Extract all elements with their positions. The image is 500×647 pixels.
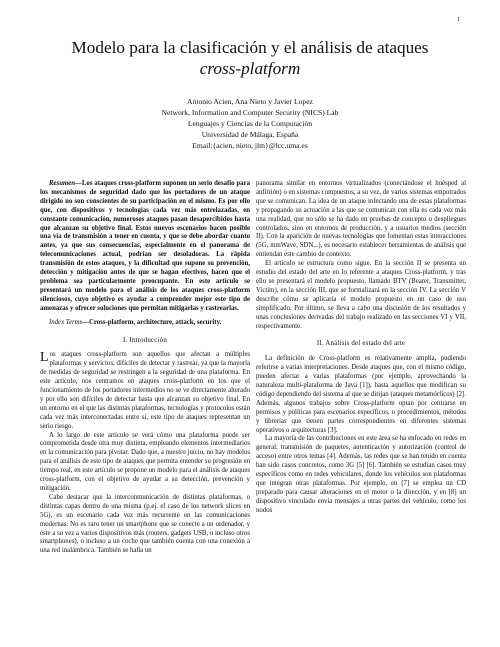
intro-paragraph-4: panorama similar en entornos virtualizados (conectándose el huésped al anfitrión) o en sistemas compuestos, a su vez, de varios sistemas empotrados que se comunican. La idea de un ataque infectando una de estas plataformas y propagando su actuación a las que se comunican con ella es cada vez más una realidad, que no sólo se ha dado en pruebas de concepto o despliegues controlados, sino en entornos de producción, y a usuarios medios (sección II). Con la aparición de nuevas tecnologías que fomentan estas interacciones (5G, mmWave, SDN...), es necesario establecer herramientas de análisis que entiendan este cambio de contexto. (256, 180, 466, 259)
intro-paragraph-2: A lo largo de este artículo se verá cómo una plataforma puede ser comprometida desde otra muy distinta, empleando elementos intermediarios en la comunicación para pivotar. Dado que, a nuestro juicio, no hay modelos para el análisis de este tipo de ataques que permita entender su progresión en tiempo real, en este artículo se propone un modelo para el análisis de ataques cross-platform, con el objetivo de ayudar a su detección, prevención y mitigación. (40, 431, 250, 492)
affiliation-university: Universidad de Málaga, España (201, 129, 299, 139)
state-of-art-paragraph-1: La definición de Cross-platform es relativamente amplia, pudiendo referirse a varias interpretaciones. Desde ataques que, con el mismo código, pueden afectar a varias plataformas (por ejemplo, aprovechando la naturaleza multi-plataforma de Java [1]), hasta aquellos que modifican su código dependiendo del sistema al que se dirijan (ataques metamórficos) [2]. Además, algunos trabajos sobre Cross-platform optan por centrarse en permisos y políticas para escenarios específicos, o procedimientos, métodos y librerías que tienen partes correspondientes en diferentes sistemas operativos o arquitecturas [3]. (256, 355, 466, 434)
right-column (256, 180, 466, 516)
intro-paragraph-1-text: os ataques cross-platform son aquellos que afectan a múltiples plataformas y servicios, difíciles de detectar y rastrear, ya que la mayoría de medidas de seguridad se restringen a la seguridad de una plataforma. En este artículo, nos centramos en ataques cross-platform en los que el funcionamiento de los portadores intermedios no se ve directamente alterado y por ello son difíciles de detectar hasta que alcanzan su objetivo final. En un entorno en el que las distintas plataformas, tecnologías y protocolos están cada vez más interconectadas entre sí, este tipo de ataques representan un serio riesgo. (40, 351, 250, 430)
author-email: Email:{acien, nieto, jlm}@lcc.uma.es (192, 140, 308, 150)
intro-paragraph-1 (40, 351, 250, 431)
authors: Antonio Acien, Ana Nieto y Javier Lopez (187, 97, 313, 106)
index-terms-label: Index Terms (49, 318, 83, 326)
page-number: 1 (457, 17, 460, 23)
section-2-heading: II. Análisis del estado del arte (316, 340, 406, 348)
abstract-text: Los ataques cross-platform suponen un serio desafío para los mecanismos de seguridad dado que los portadores de un ataque dirigido no son conscientes de su participación en el mismo. Es por ello que, con dispositivos y tecnologías cada vez más entrelazadas, en constante comunicación, numerosos ataques pasan desapercibidos hasta que alcanzan su objetivo final. Estos nuevos escenarios hacen posible una vía de transmisión a tener en cuenta, y que se debe abordar cuanto antes, ya que sus consecuencias, especialmente en el panorama de telecomunicaciones actual, podrían ser desoladoras. La rápida transmisión de estos ataques, y la dificultad que supone su prevención, detección y mitigación antes de que se hagan efectivos, hacen que el problema sea particularmente preocupante. En este artículo se presentará un modelo para el análisis de los ataques cross-platform silenciosos, cuyo objetivo es ayudar a comprender mejor este tipo de amenazas y ofrecer soluciones que permitan mitigarlas y rastrearlas. (40, 180, 250, 312)
index-terms-text: —Cross-platform, architecture, attack, security. (82, 318, 222, 326)
section-1-heading: I. Introducción (123, 336, 167, 344)
intro-paragraph-3: Cabe destacar que la interconmunicación de distintas plataformas, o distintas capas dentro de una misma (p.ej. el caso de los network slices en 5G), es un escenario cada vez más recurrente en las comunicaciones modernas. No es raro tener un smartphone que se conecte a un ordenador, y éste a su vez a varios dispositivos más (routers, gadgets USB, o incluso otros smartphones), o incluso a un coche que también cuenta con una conexión a una red inalámbrica. También se halla un (40, 493, 250, 555)
title-line-1: Modelo para la clasificación y el análisis de ataques (71, 38, 429, 57)
author-block (0, 97, 500, 152)
left-column (40, 180, 250, 556)
drop-cap: L (40, 350, 49, 366)
abstract (40, 180, 250, 314)
intro-paragraph-5: El artículo se estructura como sigue. En la sección II se presenta un estudio del estado del arte en lo referente a ataques Cross-platform, y tras ello se presentará el modelo propuesto, llamado BTV (Bearer, Transmitter, Victim), en la sección III, que se formalizará en la sección IV. La sección V describe cómo se aplicaría el modelo propuesto en un caso de uso simplificado. Por último, se lleva a cabo una discusión de los resultados y unas conclusiones derivadas del trabajo realizado en las secciones VI y VII, respectivamente. (256, 260, 466, 330)
abstract-label: Resumen— (49, 180, 82, 187)
affiliation-dept: Lenguajes y Ciencias de la Computación (187, 118, 313, 128)
title-line-2: cross-platform (199, 59, 301, 78)
state-of-art-paragraph-2: La mayoría de las contribuciones en este área se ha enfocado en redes en general: transmisión de paquetes, autenticación y autorización (control de acceso) entre otros temas [4]. Además, las redes que se han tenido en cuenta han sido casos concretos, como 3G [5] [6]. También se estudian casos muy específicos como en redes vehiculares, donde los vehículos son plataformas que integran otras plataformas. Por ejemplo, en [7] se emplea un CD preparado para causar alteraciones en el motor o la dirección, y en [8] un dispositivo vinculado envía mensajes a otras partes del vehículo, como los nodos (256, 435, 466, 514)
affiliation-lab: Network, Information and Computer Security (NICS) Lab (161, 107, 339, 117)
index-terms (40, 319, 250, 328)
paper-title (0, 37, 500, 79)
